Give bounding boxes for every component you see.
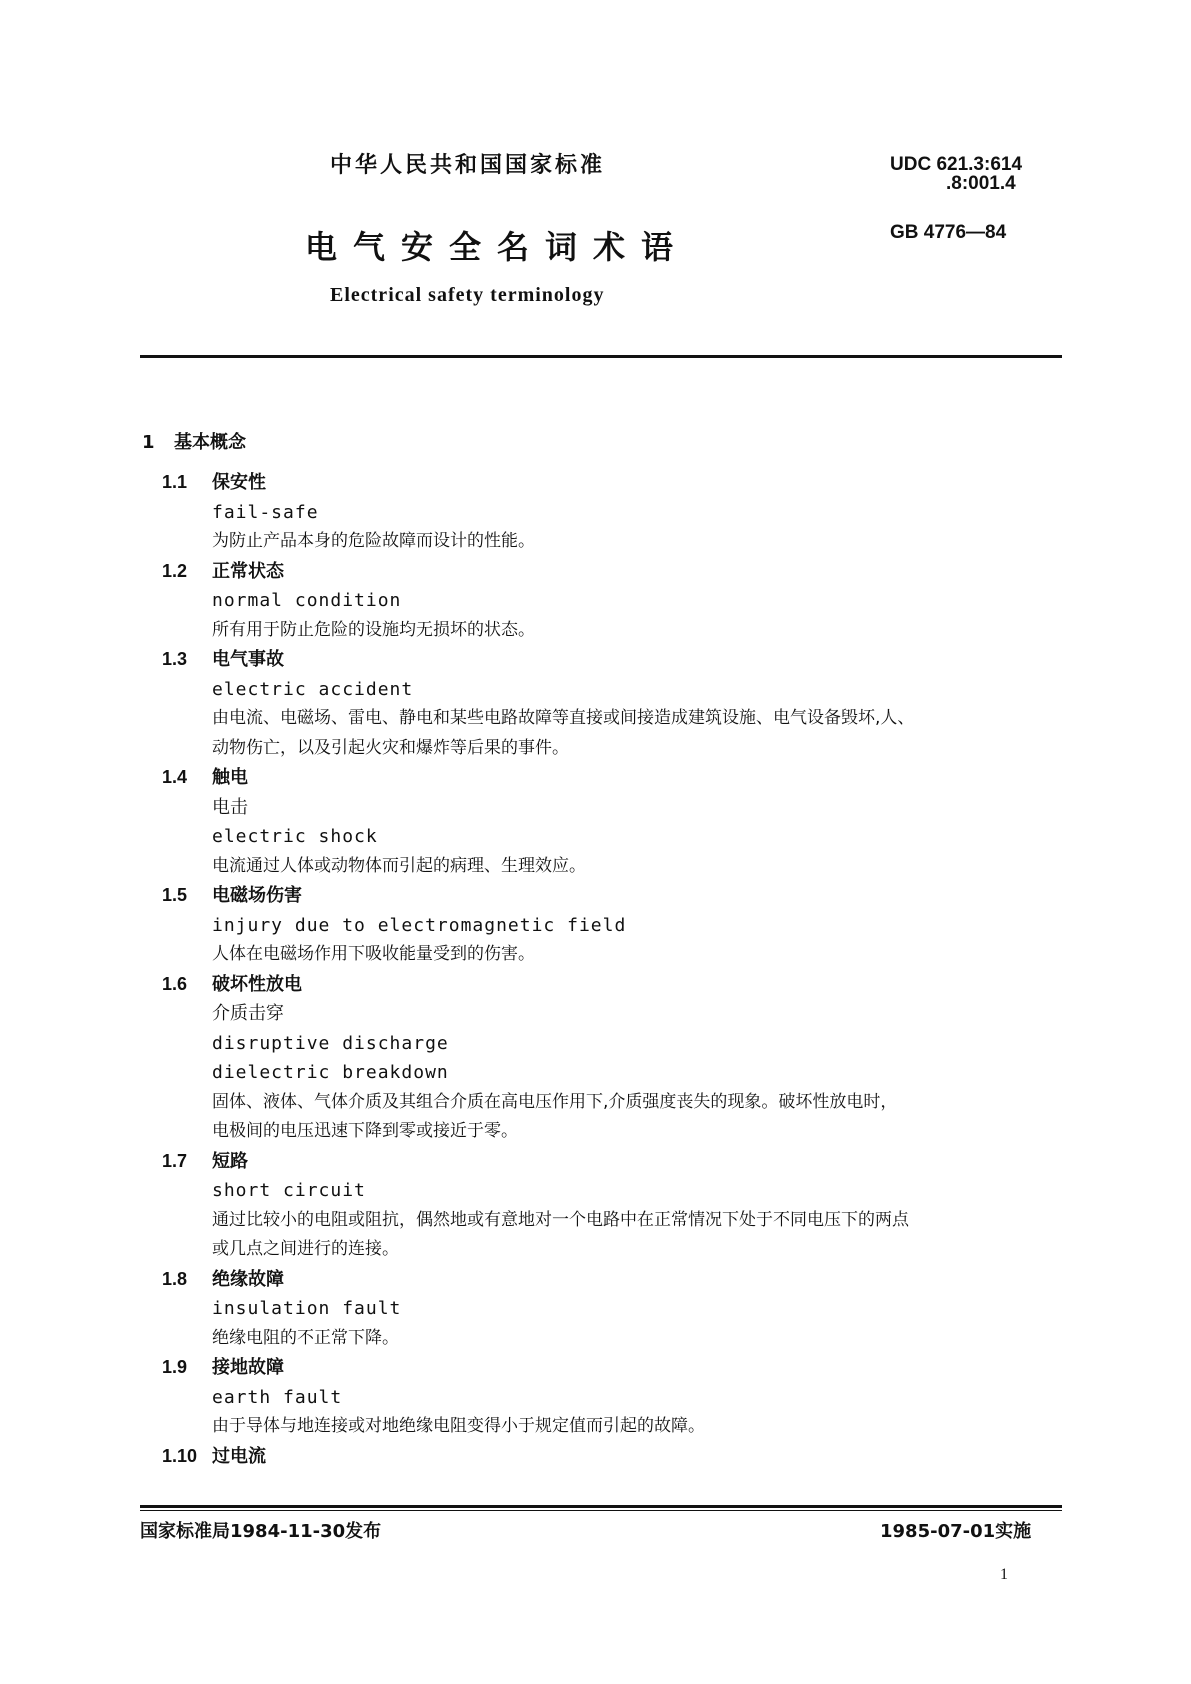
term-body: [212, 557, 1072, 646]
issue-date: 国家标准局1984-11-30发布: [140, 1521, 382, 1542]
footer-divider-thin: [140, 1510, 1062, 1511]
term-body: [212, 881, 1072, 970]
term-definition: 人体在电磁场作用下吸收能量受到的伤害。: [212, 944, 535, 964]
term-number: 1.10: [162, 1445, 198, 1466]
term-body: [212, 1442, 1072, 1472]
term-english: fail-safe: [212, 501, 319, 523]
term-synonym: 介质击穿: [212, 1003, 284, 1024]
term-definition: 为防止产品本身的危险故障而设计的性能。: [212, 531, 535, 551]
term-definition: 或几点之间进行的连接。: [212, 1239, 399, 1259]
term-definition: 由电流、电磁场、雷电、静电和某些电路故障等直接或间接造成建筑设施、电气设备毁坏,人、: [212, 708, 915, 728]
term-body: [212, 468, 1072, 557]
term-name: 破坏性放电: [212, 973, 302, 995]
term-number: 1.7: [162, 1150, 188, 1171]
term-number: 1.2: [162, 560, 188, 581]
page-number: 1: [1000, 1566, 1008, 1583]
udc-line-2: .8:001.4: [946, 173, 1016, 194]
term-definition: 电极间的电压迅速下降到零或接近于零。: [212, 1121, 518, 1141]
term-english: dielectric breakdown: [212, 1062, 449, 1083]
page-title-english: Electrical safety terminology: [330, 284, 605, 306]
gb-code: GB 4776—84: [890, 222, 1007, 243]
term-definition: 由于导体与地连接或对地绝缘电阻变得小于规定值而引起的故障。: [212, 1416, 705, 1436]
section-number: 1: [142, 432, 155, 453]
term-name: 短路: [212, 1150, 248, 1172]
header-divider: [140, 355, 1062, 358]
term-entry: [162, 881, 1072, 970]
term-name: 绝缘故障: [212, 1268, 284, 1290]
term-list: [162, 468, 1072, 1471]
term-definition: 通过比较小的电阻或阻抗，偶然地或有意地对一个电路中在正常情况下处于不同电压下的两点: [212, 1209, 909, 1230]
term-body: [212, 1265, 1072, 1354]
term-english: normal condition: [212, 590, 402, 611]
term-body: [212, 1353, 1072, 1442]
term-name: 电磁场伤害: [212, 885, 302, 906]
term-english: short circuit: [212, 1180, 366, 1201]
effective-date: 1985-07-01实施: [880, 1521, 1032, 1542]
term-english: electric shock: [212, 826, 378, 847]
term-english: disruptive discharge: [212, 1032, 449, 1054]
term-body: [212, 763, 1072, 881]
term-entry: [162, 1353, 1072, 1442]
term-entry: [162, 1265, 1072, 1354]
term-number: 1.3: [162, 649, 188, 669]
term-entry: [162, 970, 1072, 1147]
term-number: 1.4: [162, 767, 188, 787]
term-english: electric accident: [212, 678, 414, 700]
section-heading: [142, 428, 246, 454]
term-name: 过电流: [212, 1445, 266, 1467]
term-name: 接地故障: [212, 1357, 284, 1378]
term-number: 1.5: [162, 885, 188, 905]
term-definition: 动物伤亡，以及引起火灾和爆炸等后果的事件。: [212, 737, 569, 758]
term-number: 1.8: [162, 1268, 188, 1289]
term-english: injury due to electromagnetic field: [212, 914, 627, 936]
term-number: 1.6: [162, 973, 188, 994]
term-entry: [162, 1442, 1072, 1472]
term-name: 保安性: [212, 472, 266, 493]
term-entry: [162, 645, 1072, 763]
term-entry: [162, 468, 1072, 557]
footer-divider: [140, 1505, 1062, 1508]
standard-org: 中华人民共和国国家标准: [330, 153, 606, 178]
term-body: [212, 1147, 1072, 1265]
term-definition: 绝缘电阻的不正常下降。: [212, 1327, 399, 1348]
term-definition: 固体、液体、气体介质及其组合介质在高电压作用下,介质强度丧失的现象。破坏性放电时，: [212, 1091, 898, 1112]
page-title: 电气安全名词术语: [305, 228, 690, 266]
term-synonym: 电击: [212, 796, 248, 818]
term-entry: [162, 1147, 1072, 1265]
term-entry: [162, 557, 1072, 646]
term-entry: [162, 763, 1072, 881]
term-name: 电气事故: [212, 649, 284, 670]
term-english: earth fault: [212, 1386, 343, 1408]
term-definition: 所有用于防止危险的设施均无损坏的状态。: [212, 619, 535, 640]
term-body: [212, 970, 1072, 1147]
term-body: [212, 645, 1072, 763]
term-number: 1.9: [162, 1357, 188, 1377]
udc-line-1: UDC 621.3:614: [890, 154, 1023, 175]
term-english: insulation fault: [212, 1298, 402, 1319]
section-title: 基本概念: [174, 432, 246, 453]
term-definition: 电流通过人体或动物体而引起的病理、生理效应。: [212, 855, 586, 876]
term-number: 1.1: [162, 472, 188, 492]
term-name: 正常状态: [212, 560, 284, 582]
udc-code: [890, 155, 1022, 193]
term-name: 触电: [212, 767, 248, 788]
